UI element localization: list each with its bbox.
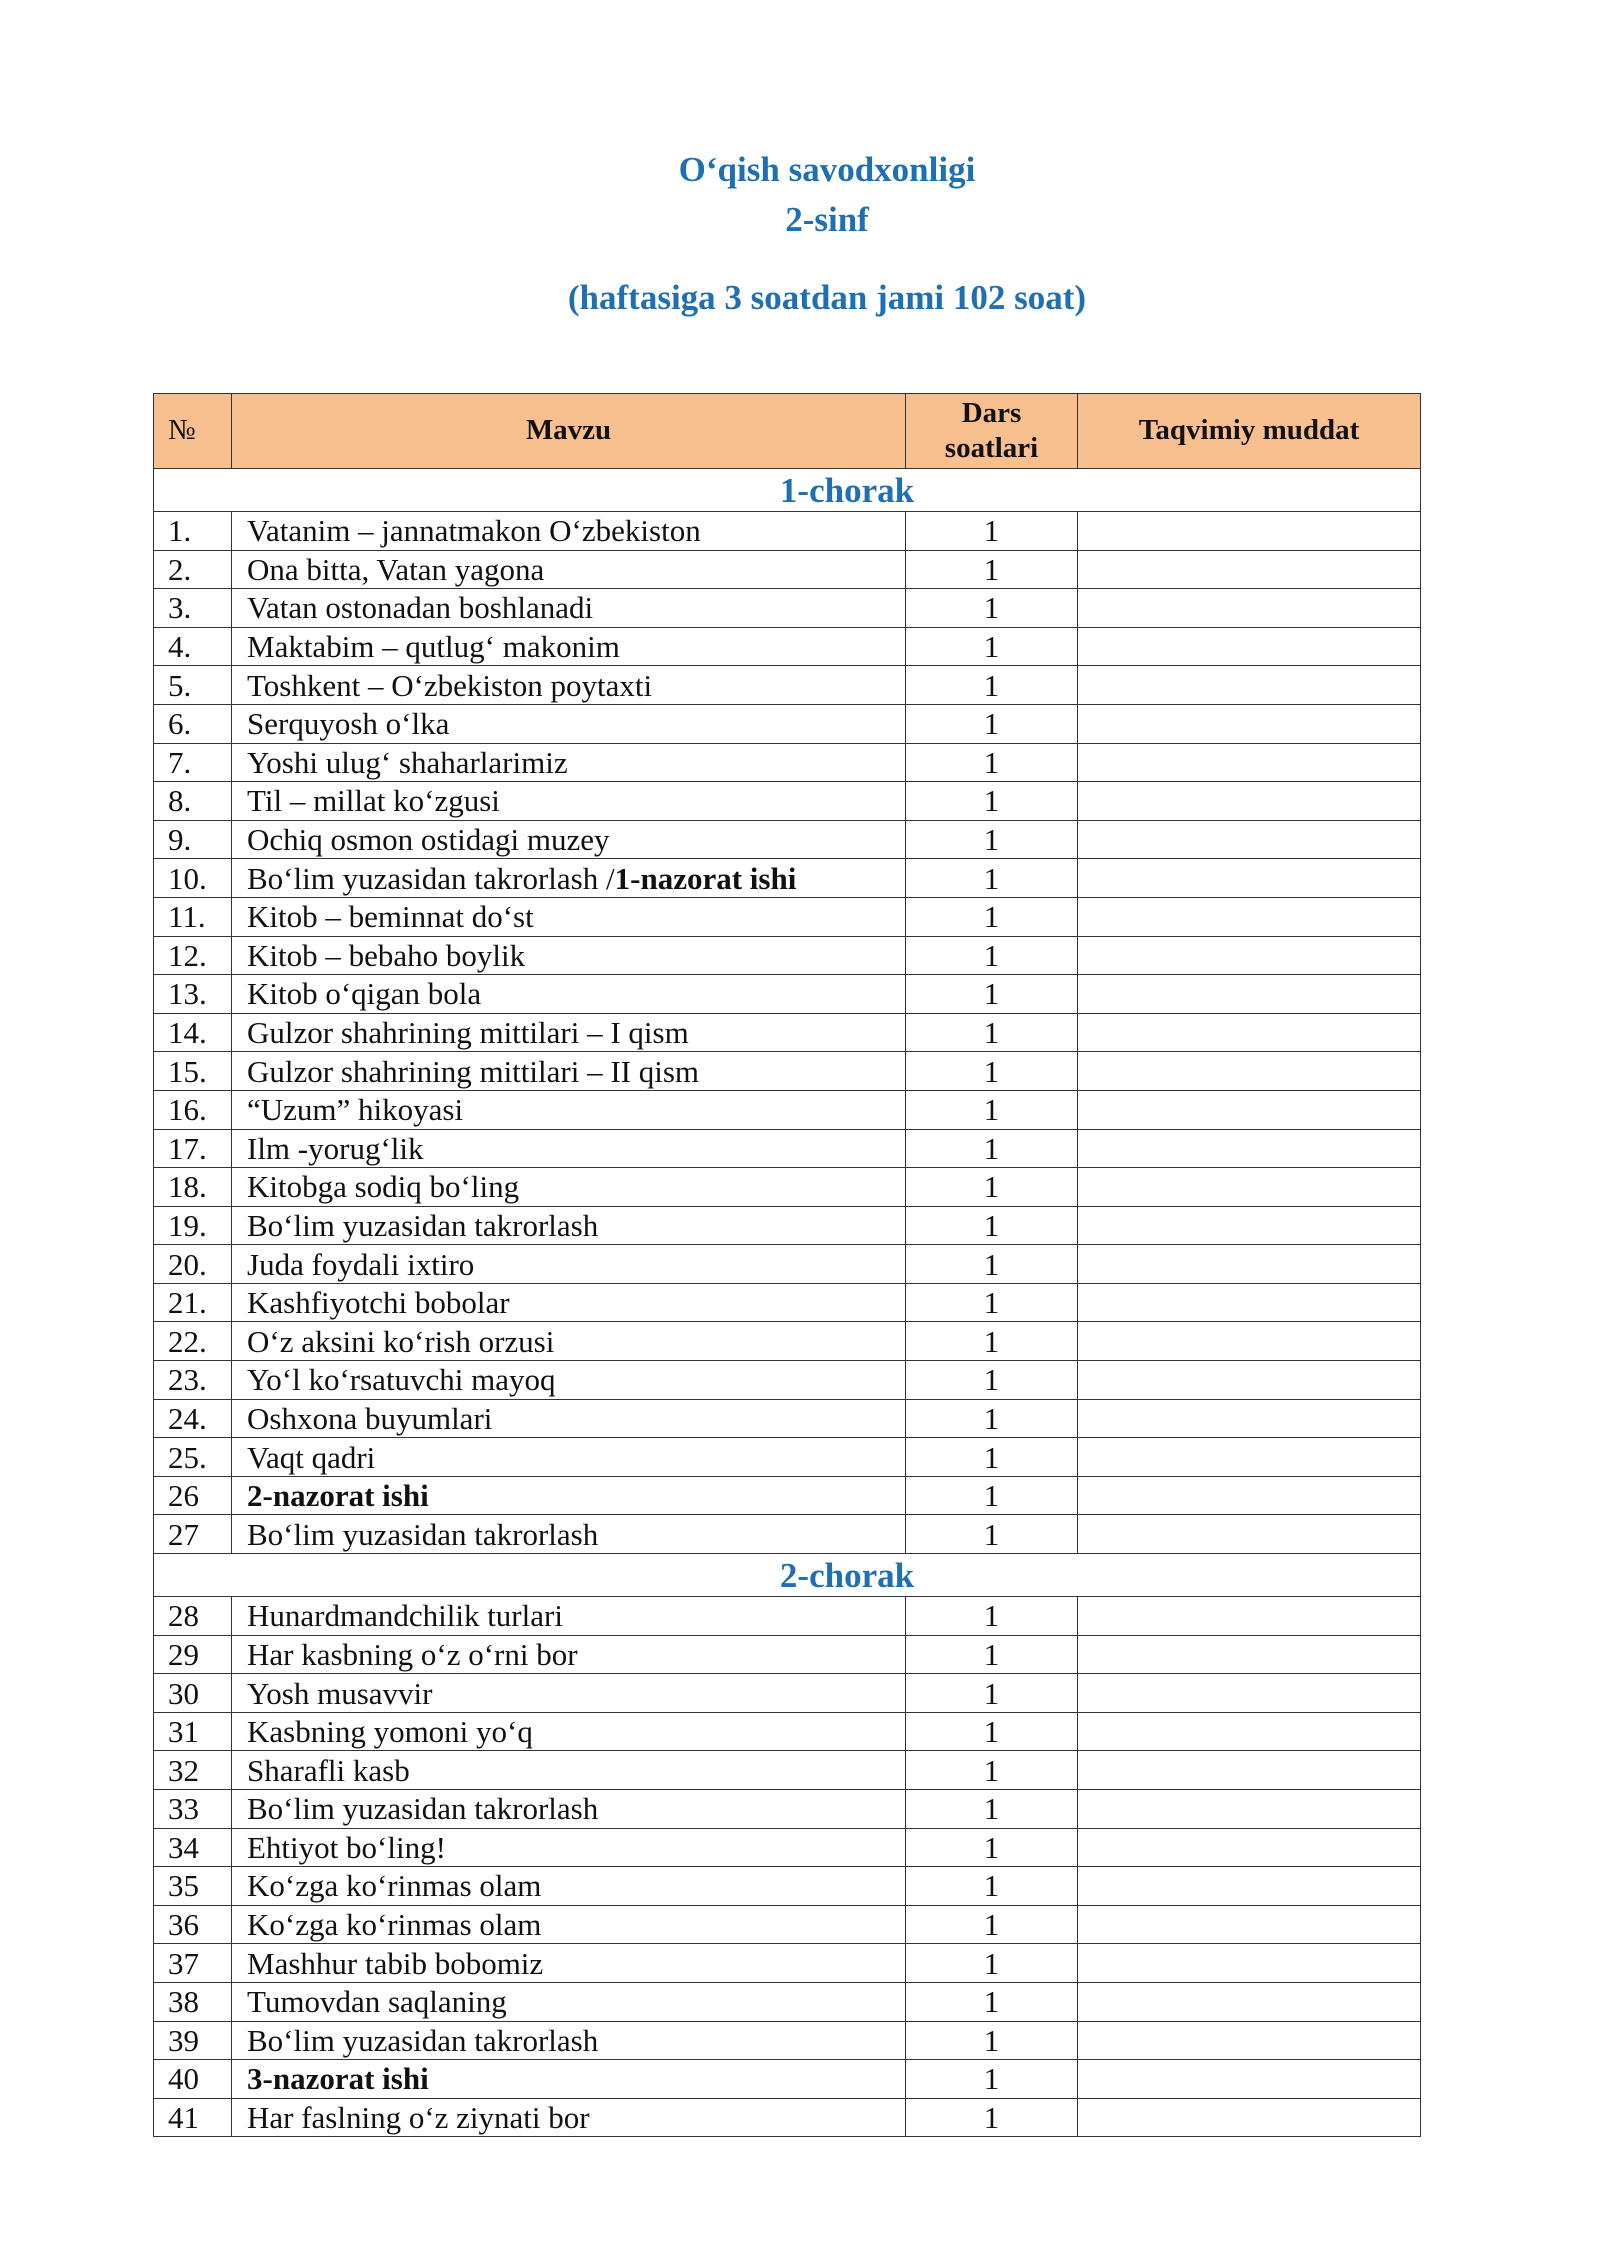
topic-text: Kitobga sodiq bo‘ling — [247, 1169, 520, 1205]
topic-bold-text: 2-nazorat ishi — [247, 1478, 429, 1514]
row-schedule — [1078, 2098, 1421, 2137]
row-number: 35 — [154, 1867, 232, 1906]
row-number: 7. — [154, 743, 232, 782]
row-number: 38 — [154, 1982, 232, 2021]
topic-text: Maktabim – qutlug‘ makonim — [247, 629, 620, 665]
row-schedule — [1078, 1129, 1421, 1168]
row-number: 24. — [154, 1399, 232, 1438]
row-number: 32 — [154, 1751, 232, 1790]
row-topic — [232, 859, 906, 898]
row-schedule — [1078, 1828, 1421, 1867]
row-schedule — [1078, 1090, 1421, 1129]
row-schedule — [1078, 1674, 1421, 1713]
row-schedule — [1078, 1905, 1421, 1944]
row-number: 11. — [154, 897, 232, 936]
row-number: 30 — [154, 1674, 232, 1713]
table-row — [154, 1476, 1421, 1515]
topic-text: Vatanim – jannatmakon O‘zbekiston — [247, 513, 701, 549]
row-hours: 1 — [906, 859, 1078, 898]
row-number: 14. — [154, 1013, 232, 1052]
row-topic — [232, 1361, 906, 1400]
row-hours: 1 — [906, 1867, 1078, 1906]
row-hours: 1 — [906, 512, 1078, 551]
row-number: 15. — [154, 1052, 232, 1091]
topic-bold-text: 3-nazorat ishi — [247, 2061, 429, 2097]
topic-text: Ilm -yorug‘lik — [247, 1130, 424, 1166]
row-hours: 1 — [906, 782, 1078, 821]
row-schedule — [1078, 1712, 1421, 1751]
row-topic — [232, 666, 906, 705]
row-number: 19. — [154, 1206, 232, 1245]
table-row — [154, 1090, 1421, 1129]
section-title: 1-chorak — [154, 469, 1421, 512]
row-hours: 1 — [906, 2060, 1078, 2099]
row-topic — [232, 1283, 906, 1322]
table-row — [154, 704, 1421, 743]
table-row — [154, 2060, 1421, 2099]
row-topic — [232, 1597, 906, 1636]
table-row — [154, 1674, 1421, 1713]
topic-text: Bo‘lim yuzasidan takrorlash / — [247, 860, 615, 896]
row-hours: 1 — [906, 1283, 1078, 1322]
topic-text: Vaqt qadri — [247, 1439, 376, 1475]
row-number: 9. — [154, 820, 232, 859]
row-number: 17. — [154, 1129, 232, 1168]
topic-text: Mashhur tabib bobomiz — [247, 1945, 544, 1981]
row-hours: 1 — [906, 1399, 1078, 1438]
topic-text: Har faslning o‘z ziynati bor — [247, 2100, 590, 2136]
topic-text: Vatan ostonadan boshlanadi — [247, 590, 594, 626]
row-topic — [232, 1674, 906, 1713]
row-hours: 1 — [906, 627, 1078, 666]
curriculum-table — [153, 393, 1421, 2137]
row-number: 28 — [154, 1597, 232, 1636]
topic-text: Yosh musavvir — [247, 1675, 433, 1711]
row-hours: 1 — [906, 897, 1078, 936]
row-number: 18. — [154, 1168, 232, 1207]
row-schedule — [1078, 1597, 1421, 1636]
topic-text: Bo‘lim yuzasidan takrorlash — [247, 1207, 599, 1243]
table-row — [154, 1515, 1421, 1554]
row-schedule — [1078, 1635, 1421, 1674]
table-row — [154, 820, 1421, 859]
table-row — [154, 897, 1421, 936]
row-number: 2. — [154, 550, 232, 589]
row-hours: 1 — [906, 1245, 1078, 1284]
topic-text: O‘z aksini ko‘rish orzusi — [247, 1323, 555, 1359]
table-row — [154, 2021, 1421, 2060]
table-row — [154, 743, 1421, 782]
topic-text: Til – millat ko‘zgusi — [247, 783, 500, 819]
row-topic — [232, 589, 906, 628]
section-row — [154, 469, 1421, 512]
row-hours: 1 — [906, 1597, 1078, 1636]
row-schedule — [1078, 743, 1421, 782]
topic-text: Bo‘lim yuzasidan takrorlash — [247, 2022, 599, 2058]
row-topic — [232, 1751, 906, 1790]
document-title: O‘qish savodxonligi — [678, 150, 976, 189]
row-schedule — [1078, 1982, 1421, 2021]
row-schedule — [1078, 820, 1421, 859]
row-schedule — [1078, 1867, 1421, 1906]
row-number: 41 — [154, 2098, 232, 2137]
topic-text: Oshxona buyumlari — [247, 1400, 493, 1436]
row-schedule — [1078, 897, 1421, 936]
row-topic — [232, 743, 906, 782]
topic-text: “Uzum” hikoyasi — [247, 1092, 464, 1128]
table-row — [154, 1905, 1421, 1944]
row-topic — [232, 1476, 906, 1515]
row-topic — [232, 1399, 906, 1438]
row-topic — [232, 1905, 906, 1944]
topic-text: Kitob o‘qigan bola — [247, 976, 482, 1012]
table-row — [154, 1399, 1421, 1438]
row-number: 39 — [154, 2021, 232, 2060]
row-hours: 1 — [906, 666, 1078, 705]
row-topic — [232, 1052, 906, 1091]
row-schedule — [1078, 1438, 1421, 1477]
table-row — [154, 1867, 1421, 1906]
row-hours: 1 — [906, 1322, 1078, 1361]
section-row — [154, 1554, 1421, 1597]
row-number: 20. — [154, 1245, 232, 1284]
row-hours: 1 — [906, 1712, 1078, 1751]
row-topic — [232, 1790, 906, 1829]
row-hours: 1 — [906, 2098, 1078, 2137]
table-row — [154, 1790, 1421, 1829]
row-schedule — [1078, 1245, 1421, 1284]
topic-text: Gulzor shahrining mittilari – I qism — [247, 1015, 689, 1051]
row-topic — [232, 512, 906, 551]
row-schedule — [1078, 1476, 1421, 1515]
row-number: 16. — [154, 1090, 232, 1129]
table-row — [154, 1635, 1421, 1674]
topic-text: Har kasbning o‘z o‘rni bor — [247, 1636, 578, 1672]
topic-text: Ko‘zga ko‘rinmas olam — [247, 1907, 542, 1943]
table-body — [154, 469, 1421, 2137]
table-row — [154, 1168, 1421, 1207]
topic-text: Ona bitta, Vatan yagona — [247, 551, 545, 587]
row-topic — [232, 1635, 906, 1674]
row-hours: 1 — [906, 936, 1078, 975]
row-number: 40 — [154, 2060, 232, 2099]
section-title: 2-chorak — [154, 1554, 1421, 1597]
row-topic — [232, 1090, 906, 1129]
row-hours: 1 — [906, 1206, 1078, 1245]
topic-text: Yoshi ulug‘ shaharlarimiz — [247, 744, 568, 780]
row-hours: 1 — [906, 1790, 1078, 1829]
row-hours: 1 — [906, 1674, 1078, 1713]
row-schedule — [1078, 1322, 1421, 1361]
table-row — [154, 666, 1421, 705]
topic-text: Kashfiyotchi bobolar — [247, 1285, 510, 1321]
header-topic: Mavzu — [232, 394, 906, 469]
row-topic — [232, 1867, 906, 1906]
row-number: 1. — [154, 512, 232, 551]
row-hours: 1 — [906, 1361, 1078, 1400]
row-number: 34 — [154, 1828, 232, 1867]
topic-text: Ko‘zga ko‘rinmas olam — [247, 1868, 542, 1904]
row-topic — [232, 627, 906, 666]
table-row — [154, 512, 1421, 551]
row-topic — [232, 897, 906, 936]
row-topic — [232, 1712, 906, 1751]
row-hours: 1 — [906, 1013, 1078, 1052]
topic-text: Tumovdan saqlaning — [247, 1984, 507, 2020]
row-schedule — [1078, 704, 1421, 743]
row-topic — [232, 550, 906, 589]
row-hours: 1 — [906, 1944, 1078, 1983]
row-number: 5. — [154, 666, 232, 705]
row-hours: 1 — [906, 1129, 1078, 1168]
row-schedule — [1078, 512, 1421, 551]
row-schedule — [1078, 1052, 1421, 1091]
row-hours: 1 — [906, 743, 1078, 782]
row-schedule — [1078, 666, 1421, 705]
row-hours: 1 — [906, 1905, 1078, 1944]
header-schedule: Taqvimiy muddat — [1078, 394, 1421, 469]
row-schedule — [1078, 975, 1421, 1014]
row-schedule — [1078, 1283, 1421, 1322]
table-row — [154, 1361, 1421, 1400]
row-schedule — [1078, 2021, 1421, 2060]
row-hours: 1 — [906, 1751, 1078, 1790]
row-topic — [232, 1944, 906, 1983]
table-row — [154, 1052, 1421, 1091]
row-topic — [232, 1013, 906, 1052]
row-number: 8. — [154, 782, 232, 821]
topic-text: Kasbning yomoni yo‘q — [247, 1714, 533, 1750]
row-hours: 1 — [906, 975, 1078, 1014]
row-schedule — [1078, 2060, 1421, 2099]
topic-bold-text: 1-nazorat ishi — [614, 860, 797, 896]
topic-text: Bo‘lim yuzasidan takrorlash — [247, 1791, 599, 1827]
table-row — [154, 1751, 1421, 1790]
table-row — [154, 936, 1421, 975]
row-topic — [232, 1322, 906, 1361]
row-topic — [232, 2060, 906, 2099]
row-topic — [232, 975, 906, 1014]
row-topic — [232, 1828, 906, 1867]
row-hours: 1 — [906, 1168, 1078, 1207]
header-hours-line1: Dars — [961, 396, 1022, 429]
row-schedule — [1078, 1944, 1421, 1983]
row-topic — [232, 1515, 906, 1554]
row-hours: 1 — [906, 1982, 1078, 2021]
table-row — [154, 1712, 1421, 1751]
row-schedule — [1078, 1168, 1421, 1207]
row-hours: 1 — [906, 1828, 1078, 1867]
row-schedule — [1078, 1206, 1421, 1245]
table-header-row — [154, 394, 1421, 469]
row-number: 31 — [154, 1712, 232, 1751]
topic-text: Hunardmandchilik turlari — [247, 1598, 563, 1634]
row-schedule — [1078, 550, 1421, 589]
row-hours: 1 — [906, 704, 1078, 743]
table-row — [154, 1982, 1421, 2021]
topic-text: Kitob – bebaho boylik — [247, 937, 526, 973]
row-topic — [232, 2021, 906, 2060]
topic-text: Serquyosh o‘lka — [247, 706, 450, 742]
table-row — [154, 550, 1421, 589]
row-topic — [232, 1982, 906, 2021]
row-topic — [232, 1129, 906, 1168]
row-topic — [232, 1245, 906, 1284]
header-hours — [906, 394, 1078, 469]
row-number: 37 — [154, 1944, 232, 1983]
table-row — [154, 2098, 1421, 2137]
row-number: 21. — [154, 1283, 232, 1322]
topic-text: Yo‘l ko‘rsatuvchi mayoq — [247, 1362, 556, 1398]
grade-label: 2-sinf — [785, 200, 869, 239]
row-topic — [232, 1206, 906, 1245]
table-row — [154, 1944, 1421, 1983]
row-schedule — [1078, 1515, 1421, 1554]
table-row — [154, 1206, 1421, 1245]
header-number: № — [154, 394, 232, 469]
row-number: 36 — [154, 1905, 232, 1944]
table-row — [154, 589, 1421, 628]
row-schedule — [1078, 1013, 1421, 1052]
row-schedule — [1078, 1399, 1421, 1438]
topic-text: Kitob – beminnat do‘st — [247, 899, 534, 935]
table-row — [154, 1597, 1421, 1636]
row-topic — [232, 2098, 906, 2137]
table-row — [154, 1013, 1421, 1052]
row-topic — [232, 782, 906, 821]
row-hours: 1 — [906, 2021, 1078, 2060]
row-number: 6. — [154, 704, 232, 743]
row-number: 25. — [154, 1438, 232, 1477]
row-schedule — [1078, 782, 1421, 821]
row-schedule — [1078, 1751, 1421, 1790]
topic-text: Sharafli kasb — [247, 1752, 410, 1788]
topic-text: Bo‘lim yuzasidan takrorlash — [247, 1516, 599, 1552]
table-row — [154, 1129, 1421, 1168]
table-row — [154, 1322, 1421, 1361]
row-hours: 1 — [906, 1052, 1078, 1091]
row-schedule — [1078, 627, 1421, 666]
table-row — [154, 1438, 1421, 1477]
topic-text: Toshkent – O‘zbekiston poytaxti — [247, 667, 653, 703]
row-number: 13. — [154, 975, 232, 1014]
table-row — [154, 1283, 1421, 1322]
topic-text: Gulzor shahrining mittilari – II qism — [247, 1053, 700, 1089]
row-schedule — [1078, 859, 1421, 898]
row-topic — [232, 704, 906, 743]
table-row — [154, 975, 1421, 1014]
row-hours: 1 — [906, 1476, 1078, 1515]
row-hours: 1 — [906, 1635, 1078, 1674]
row-hours: 1 — [906, 1515, 1078, 1554]
row-hours: 1 — [906, 1090, 1078, 1129]
row-hours: 1 — [906, 589, 1078, 628]
row-number: 10. — [154, 859, 232, 898]
table-row — [154, 1245, 1421, 1284]
row-schedule — [1078, 589, 1421, 628]
row-topic — [232, 1168, 906, 1207]
row-number: 26 — [154, 1476, 232, 1515]
row-number: 33 — [154, 1790, 232, 1829]
table-row — [154, 859, 1421, 898]
header-hours-line2: soatlari — [944, 432, 1039, 464]
row-number: 23. — [154, 1361, 232, 1400]
table-row — [154, 782, 1421, 821]
row-schedule — [1078, 936, 1421, 975]
row-hours: 1 — [906, 820, 1078, 859]
topic-text: Juda foydali ixtiro — [247, 1246, 475, 1282]
topic-text: Ochiq osmon ostidagi muzey — [247, 822, 610, 858]
row-number: 29 — [154, 1635, 232, 1674]
row-topic — [232, 820, 906, 859]
row-schedule — [1078, 1790, 1421, 1829]
row-hours: 1 — [906, 1438, 1078, 1477]
row-hours: 1 — [906, 550, 1078, 589]
table-row — [154, 1828, 1421, 1867]
row-topic — [232, 936, 906, 975]
table-row — [154, 627, 1421, 666]
row-number: 4. — [154, 627, 232, 666]
topic-text: Ehtiyot bo‘ling! — [247, 1829, 446, 1865]
row-number: 12. — [154, 936, 232, 975]
hours-summary: (haftasiga 3 soatdan jami 102 soat) — [567, 278, 1087, 317]
row-number: 27 — [154, 1515, 232, 1554]
row-number: 22. — [154, 1322, 232, 1361]
row-schedule — [1078, 1361, 1421, 1400]
row-topic — [232, 1438, 906, 1477]
row-number: 3. — [154, 589, 232, 628]
